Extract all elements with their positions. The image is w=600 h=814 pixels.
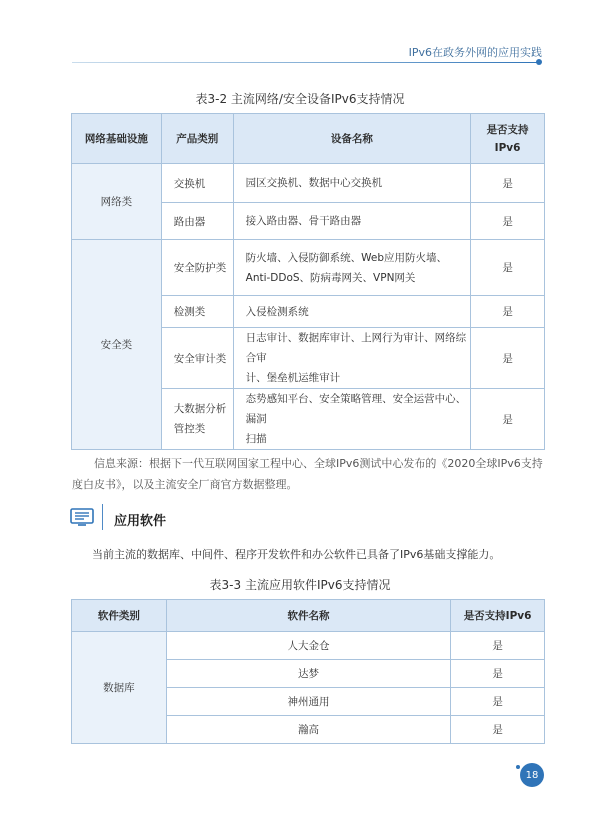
table-row	[72, 240, 545, 296]
row-support: 是	[471, 240, 545, 296]
row-category-line1: 大数据分析	[173, 403, 227, 415]
row-category-line2: 管控类	[173, 423, 206, 435]
application-software-table	[71, 599, 545, 744]
row-category: 检测类	[161, 296, 233, 328]
software-name: 神州通用	[166, 688, 450, 716]
software-support: 是	[451, 660, 545, 688]
col-header-device-name: 设备名称	[233, 114, 470, 164]
row-support: 是	[471, 296, 545, 328]
group-label-security: 安全类	[72, 240, 162, 450]
row-category	[161, 389, 233, 450]
software-support: 是	[451, 688, 545, 716]
col-header-ipv6-support-line2: IPv6	[494, 141, 521, 154]
section-body-text: 当前主流的数据库、中间件、程序开发软件和办公软件已具备了IPv6基础支撑能力。	[92, 548, 501, 561]
row-category: 路由器	[161, 203, 233, 240]
table2-caption: 表3-3 主流应用软件IPv6支持情况	[209, 578, 391, 592]
row-devices-line1: 防火墙、入侵防御系统、Web应用防火墙、	[245, 251, 448, 264]
table1-caption: 表3-2 主流网络/安全设备IPv6支持情况	[195, 92, 405, 106]
section-divider	[102, 504, 103, 530]
col-header-ipv6-support-line1: 是否支持	[486, 123, 529, 136]
col-header-infrastructure: 网络基础设施	[72, 114, 162, 164]
header-rule	[72, 62, 538, 63]
running-header-title: IPv6在政务外网的应用实践	[408, 46, 542, 59]
software-name: 瀚高	[166, 716, 450, 744]
row-support: 是	[471, 328, 545, 389]
table-row	[72, 164, 545, 203]
col-header-software-category: 软件类别	[72, 600, 167, 632]
row-devices-line1: 态势感知平台、安全策略管理、安全运营中心、漏洞	[245, 393, 467, 425]
row-support: 是	[471, 203, 545, 240]
page-number: 18	[520, 763, 544, 787]
row-devices: 园区交换机、数据中心交换机	[233, 164, 470, 203]
row-devices-line2: 扫描	[245, 433, 267, 445]
group-label-network: 网络类	[72, 164, 162, 240]
col-header-ipv6-support	[471, 114, 545, 164]
col-header-product-category: 产品类别	[161, 114, 233, 164]
row-support: 是	[471, 389, 545, 450]
row-devices: 入侵检测系统	[233, 296, 470, 328]
row-devices-line1: 日志审计、数据库审计、上网行为审计、网络综合审	[245, 332, 467, 364]
row-devices	[233, 328, 470, 389]
header-rule-dot	[536, 59, 542, 65]
section-title: 应用软件	[114, 514, 167, 529]
table-row	[72, 632, 545, 660]
software-support: 是	[451, 716, 545, 744]
row-support: 是	[471, 164, 545, 203]
software-category-database: 数据库	[72, 632, 167, 744]
row-category: 安全审计类	[161, 328, 233, 389]
row-category: 安全防护类	[161, 240, 233, 296]
col-header-software-name: 软件名称	[166, 600, 450, 632]
row-category: 交换机	[161, 164, 233, 203]
row-devices-line2: 计、堡垒机运维审计	[245, 372, 341, 384]
source-note: 信息来源：根据下一代互联网国家工程中心、全球IPv6测试中心发布的《2020全球IPv6支持度白皮书》，以及主流安全厂商官方数据整理。	[72, 457, 543, 491]
table-header-row	[72, 114, 545, 164]
software-support: 是	[451, 632, 545, 660]
network-security-device-table	[71, 113, 545, 450]
table-header-row	[72, 600, 545, 632]
col-header-ipv6-support: 是否支持IPv6	[451, 600, 545, 632]
row-devices: 接入路由器、骨干路由器	[233, 203, 470, 240]
software-name: 人大金仓	[166, 632, 450, 660]
page-number-dot	[516, 765, 520, 769]
monitor-list-icon	[70, 508, 94, 526]
row-devices	[233, 389, 470, 450]
row-devices-line2: Anti-DDoS、防病毒网关、VPN网关	[245, 271, 416, 284]
row-devices	[233, 240, 470, 296]
software-name: 达梦	[166, 660, 450, 688]
